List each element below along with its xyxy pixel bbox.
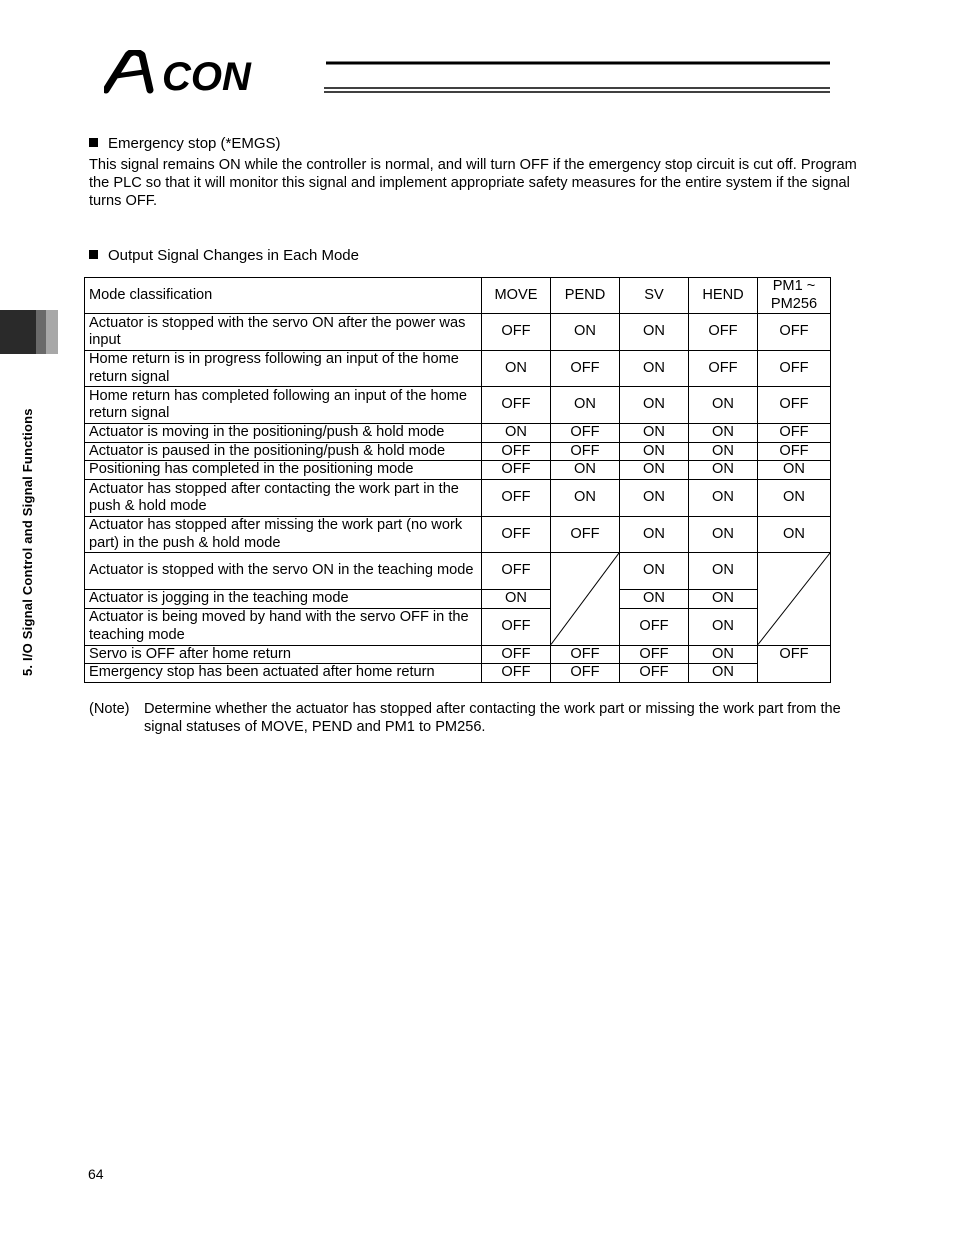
- table-row: [85, 314, 831, 351]
- table-row: [85, 442, 831, 461]
- signal-cell: ON: [620, 590, 689, 609]
- note-label: (Note): [89, 701, 130, 717]
- signal-cell: OFF: [758, 424, 831, 443]
- signal-cell: OFF: [482, 553, 551, 590]
- mode-cell: Emergency stop has been actuated after home return: [85, 664, 482, 683]
- signal-cell: ON: [758, 517, 831, 553]
- signal-cell: OFF: [551, 424, 620, 443]
- table-row: [85, 387, 831, 424]
- signal-cell: OFF: [482, 480, 551, 517]
- signal-cell: OFF: [482, 645, 551, 664]
- signal-cell: ON: [689, 590, 758, 609]
- header-cell: SV: [620, 278, 689, 314]
- table-row: [85, 553, 831, 590]
- mode-cell: Actuator is moving in the positioning/push & hold mode: [85, 424, 482, 443]
- signal-cell: ON: [620, 424, 689, 443]
- signal-cell: ON: [689, 461, 758, 480]
- signal-cell: ON: [482, 424, 551, 443]
- chapter-label: 5. I/O Signal Control and Signal Functions: [20, 408, 35, 676]
- signal-cell: OFF: [551, 351, 620, 387]
- table-row: [85, 645, 831, 664]
- signal-cell: ON: [689, 664, 758, 683]
- signal-cell: ON: [689, 387, 758, 424]
- mode-cell: Actuator is being moved by hand with the servo OFF in the teaching mode: [85, 608, 482, 645]
- signal-cell: ON: [620, 351, 689, 387]
- emgs-heading: [89, 135, 281, 152]
- svg-text:CON: CON: [162, 55, 251, 96]
- signal-cell: ON: [758, 461, 831, 480]
- signal-cell: ON: [620, 387, 689, 424]
- mode-cell: Home return has completed following an input of the home return signal: [85, 387, 482, 424]
- signal-cell: OFF: [551, 645, 620, 664]
- table-note: [89, 700, 879, 736]
- signal-cell: OFF: [482, 387, 551, 424]
- table-row: [85, 608, 831, 645]
- table-row: [85, 351, 831, 387]
- signal-cell: ON: [689, 553, 758, 590]
- square-bullet-icon: [89, 250, 98, 259]
- table-row: [85, 590, 831, 609]
- table-row: [85, 461, 831, 480]
- table-row: [85, 517, 831, 553]
- header-cell: PEND: [551, 278, 620, 314]
- signal-cell: OFF: [689, 351, 758, 387]
- signal-cell: OFF: [482, 517, 551, 553]
- not-applicable-cell: [758, 553, 831, 646]
- header-cell: PM1 ~ PM256: [758, 278, 831, 314]
- signal-cell: OFF: [482, 461, 551, 480]
- signal-cell: ON: [482, 590, 551, 609]
- mode-cell: Home return is in progress following an input of the home return signal: [85, 351, 482, 387]
- not-applicable-cell: [551, 553, 620, 646]
- diagonal-slash-icon: [551, 553, 619, 645]
- signal-cell: ON: [689, 517, 758, 553]
- signal-cell: OFF: [551, 664, 620, 683]
- emgs-paragraph: This signal remains ON while the controller is normal, and will turn OFF if the emergency stop circuit is cut off. Program the PLC so that it will monitor this signal and implement appropriate safety measures for the entire system if the signal turns OFF.: [89, 157, 857, 209]
- signal-cell: ON: [551, 461, 620, 480]
- signal-cell: OFF: [620, 645, 689, 664]
- output-changes-heading: [89, 247, 359, 264]
- chapter-tab: [0, 310, 58, 354]
- mode-cell: Actuator is paused in the positioning/push & hold mode: [85, 442, 482, 461]
- signal-cell: OFF: [758, 351, 831, 387]
- mode-cell: Positioning has completed in the positioning mode: [85, 461, 482, 480]
- signal-cell: OFF: [758, 314, 831, 351]
- emgs-heading-text: Emergency stop (*EMGS): [108, 135, 281, 152]
- signal-cell: ON: [620, 442, 689, 461]
- signal-cell: OFF: [482, 664, 551, 683]
- signal-cell: ON: [620, 480, 689, 517]
- signal-cell: ON: [689, 442, 758, 461]
- table-row: [85, 424, 831, 443]
- header-cell: Mode classification: [85, 278, 482, 314]
- signal-cell: ON: [620, 314, 689, 351]
- signal-cell: OFF: [620, 608, 689, 645]
- header-cell: HEND: [689, 278, 758, 314]
- signal-cell: OFF: [758, 645, 831, 682]
- signal-cell: ON: [689, 608, 758, 645]
- table-header-row: [85, 278, 831, 314]
- signal-cell: ON: [551, 480, 620, 517]
- signal-cell: OFF: [689, 314, 758, 351]
- signal-cell: ON: [551, 387, 620, 424]
- table-row: [85, 664, 831, 683]
- acon-logo: [104, 50, 834, 96]
- mode-cell: Actuator is stopped with the servo ON in the teaching mode: [85, 553, 482, 590]
- table-row: [85, 480, 831, 517]
- signal-cell: OFF: [482, 608, 551, 645]
- output-changes-heading-text: Output Signal Changes in Each Mode: [108, 247, 359, 264]
- output-signal-table: [84, 277, 831, 683]
- mode-cell: Actuator is stopped with the servo ON after the power was input: [85, 314, 482, 351]
- signal-cell: ON: [689, 424, 758, 443]
- mode-cell: Actuator has stopped after contacting the work part in the push & hold mode: [85, 480, 482, 517]
- signal-cell: OFF: [551, 517, 620, 553]
- signal-cell: OFF: [482, 314, 551, 351]
- diagonal-slash-icon: [758, 553, 830, 645]
- signal-cell: ON: [551, 314, 620, 351]
- signal-cell: OFF: [482, 442, 551, 461]
- signal-cell: ON: [689, 480, 758, 517]
- header-cell: MOVE: [482, 278, 551, 314]
- mode-cell: Actuator has stopped after missing the work part (no work part) in the push & hold mode: [85, 517, 482, 553]
- signal-cell: ON: [758, 480, 831, 517]
- signal-cell: OFF: [620, 664, 689, 683]
- signal-cell: ON: [620, 461, 689, 480]
- signal-cell: OFF: [758, 442, 831, 461]
- signal-cell: OFF: [551, 442, 620, 461]
- signal-cell: ON: [689, 645, 758, 664]
- signal-cell: ON: [482, 351, 551, 387]
- page-number: 64: [88, 1166, 104, 1182]
- note-text: Determine whether the actuator has stopped after contacting the work part or missing the work part from the signal statuses of MOVE, PEND and PM1 to PM256.: [144, 701, 841, 735]
- square-bullet-icon: [89, 138, 98, 147]
- signal-cell: OFF: [758, 387, 831, 424]
- mode-cell: Actuator is jogging in the teaching mode: [85, 590, 482, 609]
- signal-cell: ON: [620, 517, 689, 553]
- mode-cell: Servo is OFF after home return: [85, 645, 482, 664]
- signal-cell: ON: [620, 553, 689, 590]
